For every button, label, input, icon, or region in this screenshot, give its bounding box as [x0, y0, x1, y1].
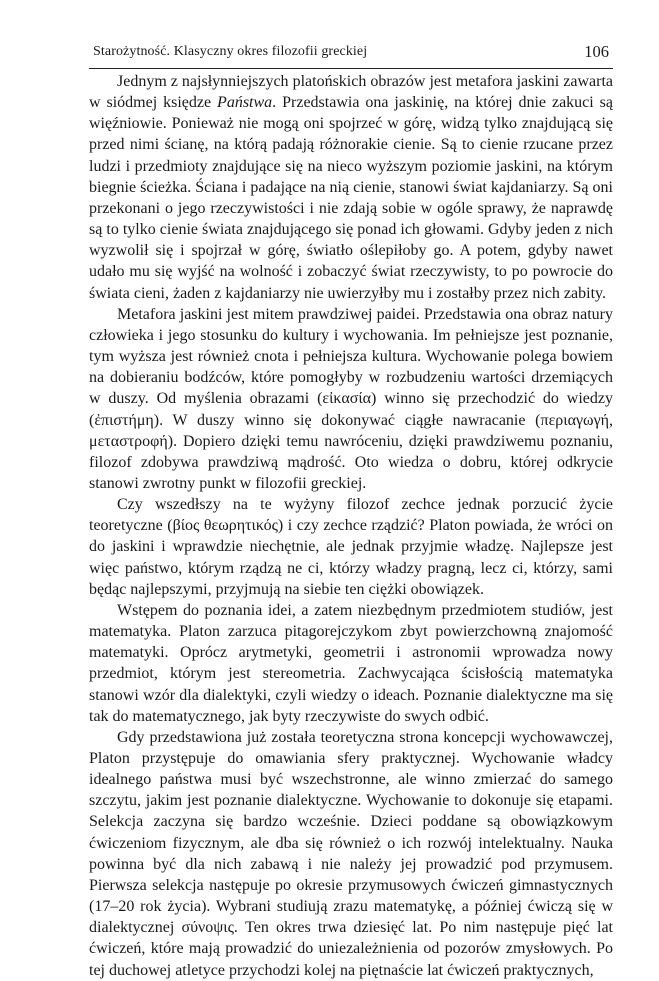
paragraph-paideia: Metafora jaskini jest mitem prawdziwej paidei. Przedstawia ona obraz natury człowieka i jego stosunku do kultury i wychowania. Im pełniejsze jest poznanie, tym wyższa jest również cnota i pełniejsza kultura. Wychowanie polega bowiem na dobieraniu bodźców, które pomogłyby w rozbudzeniu wartości drzemiących w duszy. Od myślenia obrazami (εἰκασία) winno się przechodzić do wiedzy (ἐπιστήμη). W duszy winno się dokonywać ciągłe nawracanie (περιαγωγή, μεταστροφή). Dopiero dzięki temu nawróceniu, dzięki prawdziwemu poznaniu, filozof zdobywa prawdziwą mądrość. Oto wiedza o dobru, której odkrycie stanowi zwrotny punkt w filozofii greckiej. — [89, 305, 613, 492]
book-page — [89, 38, 613, 981]
page-number: 106 — [584, 42, 609, 61]
page-header — [89, 38, 613, 69]
paragraph-cave-metaphor — [89, 71, 613, 304]
paragraph-philosopher-ruler: Czy wszedłszy na te wyżyny filozof zechce jednak porzucić życie teoretyczne (βίος θεωρητικός) i czy zechce rządzić? Platon powiada, że wróci on do jaskini i wprawdzie niechętnie, ale jednak przyjmie władzę. Najlepsze jest więc państwo, którym rządzą ne ci, którzy władzy pragną, lecz ci, którzy, sami będąc najlepszymi, przyjmują na siebie ten ciężki obowiązek. — [89, 496, 613, 598]
paragraph-text: . Przedstawia ona jaskinię, na której dnie zakuci są więźniowie. Ponieważ nie mogą oni spojrzeć w górę, widzą tylko znajdującą się przed nimi ścianę, na którą padają różnorakie cienie. Są to cienie rzucane przez ludzi i przedmioty znajdujące się na nieco wyższym poziomie jaskini, na którym biegnie ścieżka. Ściana i padające na nią cienie, stanowi świat kajdaniarzy. Są oni przekonani o jego rzeczywistości i nie zdają sobie w ogóle sprawy, że naprawdę są to tylko cienie świata znajdującego się ponad ich głowami. Gdyby jeden z nich wyzwolił się i spojrzał w górę, światło oślepiłoby go. A potem, gdyby nawet udało mu się wyjść na wolność i zobaczyć świat rzeczywisty, to po powrocie do świata cieni, żaden z kajdaniarzy nie uwierzyłby mu i zostałby przez nich zabity. — [89, 94, 613, 302]
paragraph-education-stages: Gdy przedstawiona już została teoretyczna strona koncepcji wychowawczej, Platon przystępuje do omawiania sfery praktycznej. Wychowanie władcy idealnego państwa musi być wszechstronne, ale winno zmierzać do samego szczytu, jakim jest poznanie dialektyczne. Wychowanie to dokonuje się etapami. Selekcja zaczyna się bardzo wcześnie. Dzieci poddane są obowiązkowym ćwiczeniom fizycznym, ale dba się również o ich rozwój intelektualny. Nauka powinna być dla nich zabawą i nie należy jej prowadzić pod przymusem. Pierwsza selekcja następuje po okresie przymusowych ćwiczeń gimnastycznych (17–20 rok życia). Wybrani studiują zrazu matematykę, a później ćwiczą się w dialektycznej σύνοψις. Ten okres trwa dziesięć lat. Po nim następuje pięć lat ćwiczeń, które mają prowadzić do uniezależnienia od pozorów zmysłowych. Po tej duchowej atletyce przychodzi kolej na piętnaście lat ćwiczeń praktycznych, — [89, 728, 613, 979]
body-text — [89, 71, 613, 981]
paragraph-text: Jednym z najsłynniejszych platońskich obrazów jest metafora jaskini zawarta w siódmej księdze — [89, 73, 613, 112]
book-title-panstwa: Państwa — [217, 94, 273, 112]
running-title: Starożytność. Klasyczny okres filozofii greckiej — [93, 44, 368, 59]
paragraph-mathematics: Wstępem do poznania idei, a zatem niezbędnym przedmiotem studiów, jest matematyka. Platon zarzuca pitagorejczykom zbyt powierzchowną znajomość matematyki. Oprócz arytmetyki, geometrii i astronomii wprowadza nowy przedmiot, którym jest stereometria. Zachwycająca ścisłością matematyka stanowi wzór dla dialektyki, czyli wiedzy o ideach. Poznanie dialektyczne ma się tak do matematycznego, jak byty rzeczywiste do swych odbić. — [89, 601, 613, 725]
